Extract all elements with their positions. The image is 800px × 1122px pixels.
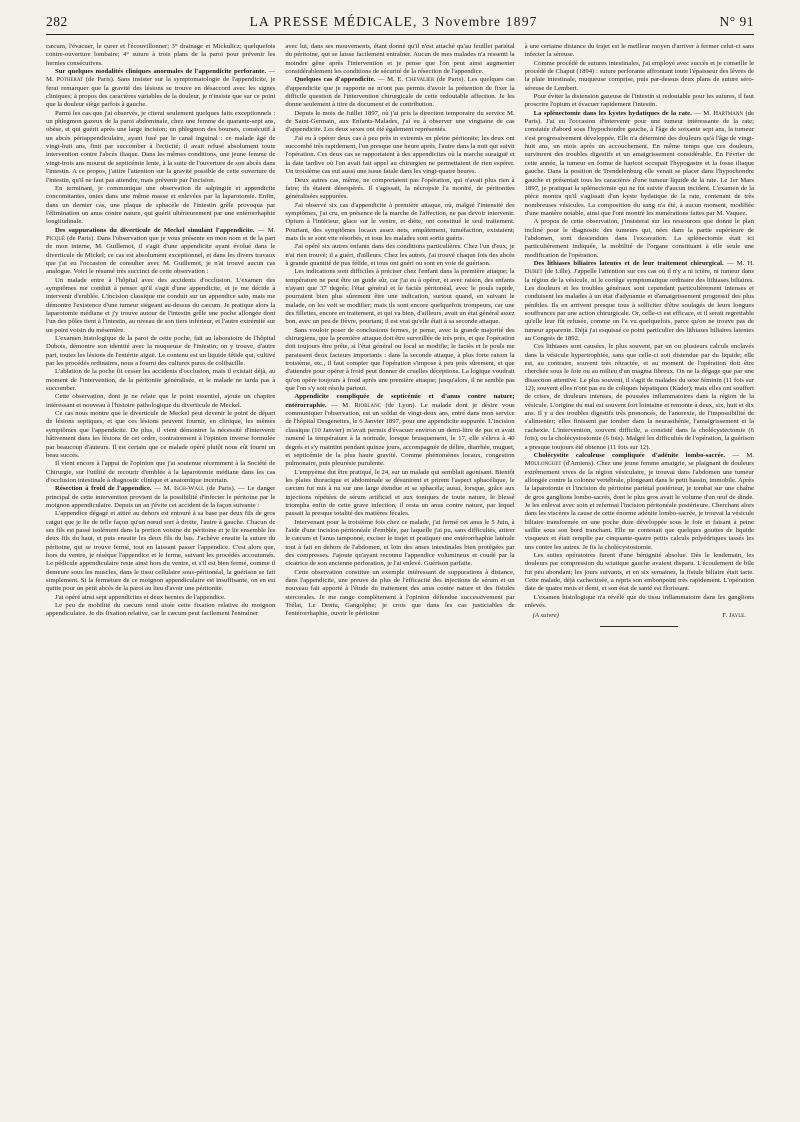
- to-be-continued: (A suivre): [532, 612, 559, 620]
- paragraph: J'ai observé six cas d'appendicite à première attaque, où, malgré l'intensité des symptômes, j'ai cru, en présence de la marche de l'affection, ne pas devoir intervenir. Opium à l'intérieur, glace sur le ventre, et diète, ont constitué le seul traitement. Pourtant, des symptômes locaux assez nets, empâtement, tuméfaction, existaient; mais ils se sont vite résorbés, et tous les malades sont sortis guéris.: [285, 201, 515, 242]
- section-paragraph: [525, 260, 754, 343]
- paragraph: A propos de cette observation, j'insisterai sur les ressources que donne le plan incliné pour le diagnostic des tumeurs qui, nées dans la partie supérieure de l'abdomen, sont descendues dans l'excavation. La splénectomie était ici particulièrement indiquée, la mobilité de l'organe constituant à elle seule une modification de l'opération.: [524, 218, 754, 259]
- paragraph: L'examen histologique n'a révélé que du tissu inflammatoire dans les ganglions enlevés.: [524, 593, 754, 610]
- section-title: La splénectomie dans les kystes hydatiques de la rate.: [533, 109, 692, 117]
- paragraph: Parmi les cas que j'ai observés, je citerai seulement quelques faits exceptionnels : un phlegmon gazeux de la paroi abdominale, chez une femme de quarante-sept ans, obèse, et qui guérit après une large incision; un phlegmon des bourses, consécutif à un abcès périappendiculaire, ayant fusé par le canal inguinal : ce malade âgé de vingt-huit ans, finit par succomber à l'ecticité; il avait refusé absolument toute intervention contre l'abcès iliaque. Dans les mêmes conditions, une jeune femme de vingt-trois ans mourut de septicémie lente, à la suite de l'ouverture de son abcès dans l'intestin. A ce propos, j'attire l'attention sur la gravité possible de cette ouverture de l'intestin, qu'il ne faut pas attendre, mais prévenir par l'incision.: [46, 109, 276, 184]
- section-author: — M. Rioblanc: [331, 401, 382, 409]
- header-rule: [46, 34, 754, 35]
- section-text: Dans l'observation que je vous présente en mon nom et de la part de mon interne, M. Guillemot, il s'agit d'une appendicite ayant évolué dans le diverticule de Mickel; ce cas est absolument exceptionnel, et dans les divers travaux que j'ai eu l'occasion de consulter avec M. Guillemot, je n'ai trouvé aucun cas analogue. Voici le résumé très succinct de cette observation :: [46, 234, 276, 276]
- paragraph: L'appendice dégagé et attiré au dehors est entouré à sa base par deux fils de gros catgut que je lie de telle façon qu'un nœud sort à droite, l'autre à gauche. Chacun de ses fils est passé isolément dans la portion voisine du péritoine et je lie ensemble les deux fils du haut, et puis ensuite les deux fils du bas. J'achève ensuite la suture du péritoine, qui se trouve fermé, tout en laissant passer l'appendice. C'est alors que, hors du ventre, je résèque l'appendice et le ferme, suivant les procédés accoutumés. Le pédicule appendiculaire reste ainsi hors du ventre, et s'il est bien fermé, comme il demeure sous les muscles, dans le tissu cellulaire sous-péritonéal, la guérison se fait simplement. Si la fermeture de ce moignon appendiculaire est insuffisante, on en est quitte pour un petit abcès de la paroi au lieu d'avoir une péritonite.: [46, 510, 276, 593]
- section-text: — Le danger principal de cette intervention provient de la possibilité d'infecter le péritoine par le moignon appendiculaire. Depuis un an j'évite cet accident de la façon suivante :: [46, 485, 276, 509]
- paragraph: Deux autres cas, même, ne comportaient pas l'opération, qui n'avait plus rien à faire; ils étaient désespérés. Il s'agissait, la nécropsie l'a montré, de péritonites généralisées suppurées.: [285, 176, 515, 201]
- paragraph: Cette observation, dont je ne relate que le point essentiel, ajoute un chapitre intéressant et nouveau à l'histoire pathologique du diverticule de Meckel.: [46, 393, 276, 409]
- section-author: — M. E. Chevalier: [377, 76, 435, 84]
- paragraph: J'ai opéré ainsi sept appendicites et deux hernies de l'appendice.: [55, 593, 226, 601]
- section-title: Des lithiases biliaires latentes et de leur traitement chirurgical.: [533, 259, 724, 267]
- paragraph: Sans vouloir poser de conclusions fermes, je pense, avec la grande majorité des chirurgiens, que la première attaque doit être surveillée de très près, et que l'opération doit toujours être prête, si l'état général ou local se modifie; le faciès et le pouls me paraissent deux facteurs importants : dans la seconde attaque, à plus forte raison la troisième, etc., il faut compter que l'opération s'impose à peu près sûrement, et que d'attendre pour opérer à froid peut donner de cruelles déceptions. La logique voudrait qu'on opère toujours à froid après une première attaque; jusqu'alors, il ne semble pas que l'on s'y soit résolu partout.: [285, 326, 515, 393]
- paragraph: L'ablation de la poche fit cesser les accidents d'occlusion, mais il existait déjà, au moment de l'intervention, de la péritonite généralisée, et le malade ne tarda pas à succomber.: [46, 368, 276, 393]
- section-paragraph: [285, 393, 514, 468]
- section-title: Sur quelques modalités cliniques anormales de l'appendicite perforante.: [55, 68, 267, 76]
- paragraph: cæcum, l'évacuer, le curer et l'écouvillonner; 3° drainage et Mickulicz; quelquefois contre-ouverture lombaire; 4° suture à trois plans de la paroi pour prévenir les hernies consécutives.: [46, 43, 276, 67]
- journal-title: LA PRESSE MÉDICALE, 3 Novembre 1897: [249, 14, 538, 29]
- paragraph: Ce cas nous montre que le diverticule de Meckel peut devenir le point de départ de lésions septiques, et que ces lésions peuvent fournir, en clinique, les mêmes symptômes que l'appendicite. De plus, il vient démontrer la nécessité d'intervenir hâtivement dans les lésions de cet ordre, contrairement à l'opinion inverse formulée par beaucoup d'auteurs. Il est certain que ce malade opéré plutôt nous eût fourni un beau succès.: [46, 410, 276, 459]
- section-paragraph: [525, 110, 754, 218]
- paragraph: Comme procédé de sutures intestinales, j'ai employé avec succès et je conseille le procédé de Chaput (1894) : suture perforante affrontant toute l'épaisseur des lèvres de la plaie intestinale, muqueuse comprise, puis par-dessus deux plans de suture séro-séreuse de Lembert.: [524, 59, 754, 92]
- section-paragraph: [46, 68, 275, 110]
- paragraph: L'empyème dut être pratiqué, le 24, sur un malade qui semblait agonisant. Bientôt les plaies thoracique et abdominale se désunirent et prirent l'aspect sphacélique, le cæcum fut mis à nu sur une large étendue et se sphacéla; aussi, lorsque, grâce aux injections répétées de sérum artificiel et aux toniques de toute nature, le blessé triompha enfin de cette grave infection, il resta un anus contre nature, par lequel passait la presque totalité des matières fécales.: [285, 468, 515, 518]
- section-place: (d'Amiens).: [563, 460, 595, 468]
- paragraph: à une certaine distance du trajet est le meilleur moyen d'arriver à fermer celui-ci sans infecter la séreuse.: [524, 43, 754, 59]
- section-title: Quelques cas d'appendicite.: [294, 76, 376, 84]
- text-columns: [46, 43, 754, 1095]
- author-signature: F. Jayle.: [722, 612, 746, 620]
- paragraph: L'examen histologique de la paroi de cette poche, fait au laboratoire de l'hôpital Dubois, démontre son identité avec la muqueuse de l'intestin; on y trouve, d'autre part, toutes les lésions de l'entérite aiguë. Le contenu est un liquide fétide qui, cultivé par les procédés ordinaires, nous a fourni des cultures pures de colibacille.: [46, 335, 276, 368]
- section-text: J'ai eu l'occasion d'intervenir pour une tumeur intéressante de la rate; constatée d'abord sous l'hypochondre gauche, à l'âge de soixante sept ans, la tumeur s'est progressivement développée. Elle n'a déterminé des douleurs qu'à l'âge de vingt-huit ans, un mois après un accouchement. En même temps que ces douleurs, survinrent des troubles digestifs et un amaigrissement considérable. En Février de cette année, la tumeur en forme de haricot occupait l'hypogastre et la fosse iliaque gauche. Dans la position de Trendelenburg elle venait se placer dans l'hypochondre gauche et présentait tous les caractères d'une tumeur liquide de la rate. Le 1er Mars 1897, je pratiquai la splénectomie qui ne fut suivie d'aucun incident. L'examen de la pièce montra qu'il s'agissait d'un kyste hydatique de la rate, contenant de très nombreuses vésicules. La composition du sang n'a été, à aucun moment, modifiée d'une manière notable, ainsi que l'ont montré les numérations faites par M. Vaquez.: [524, 118, 754, 217]
- section-author: — M. H. Duret: [524, 259, 754, 276]
- paragraph: En terminant, je communique une observation de salpingite et appendicite concomitantes, unies dans une même masse et enlevées par la laparotomie. Enfin, dans un dernier cas, une plaque de sphacèle de l'intestin grêle provoqua par l'élimination un anus contre nature, qui guérit ultérieurement par une entérorrhaphie longitudinale.: [46, 184, 276, 226]
- paragraph: J'ai opéré six autres enfants dans des conditions particulières. Chez l'un d'eux, je n'ai rien trouvé; il a guéri, d'ailleurs. Chez les autres, j'ai trouvé chaque fois des abcès à grande quantité de pus fétide, et tous ont guéri ou sont en voie de guérison.: [285, 243, 515, 267]
- paragraph: J'ai eu à opérer deux cas à peu près in extremis en pleine péritonite; les deux ont succombé très rapidement, l'un presque une heure après, l'autre dans la nuit qui suivit l'opération. Ces deux cas se rapportaient à des appendicites où la marche suraiguë et la date tardive où l'on avait fait appel au chirurgien ne permettaient de rien espérer. Un troisième cas eut aussi une issue fatale dans les vingt-quatre heures.: [285, 134, 515, 176]
- section-paragraph: [285, 76, 514, 109]
- page-number: 282: [46, 14, 68, 29]
- paragraph: Il vient encore à l'appui de l'opinion que j'ai soutenue récemment à la Société de Chirurgie, sur l'utilité de recourir d'emblée à la laparotomie médiane dans les cas d'occlusion intestinale à diagnostic clinique et anatomique incertain.: [46, 460, 276, 484]
- section-title: Résection à froid de l'appendice.: [55, 485, 152, 493]
- section-author: — M. Picqué: [46, 226, 276, 242]
- section-title: Appendicite compliquée de septicémie et d'anus contre nature; entérorraphie.: [285, 393, 515, 409]
- paragraph: Intervenant pour la troisième fois chez ce malade, j'ai fermé cet anus le 5 Juin, à l'aide d'une incision péritonéale d'emblée, par laquelle j'ai pu, sans difficultés, attirer le cæcum et l'anus tamponné, exciser le trajet et pratiquer une entérorrhaphie latérale tout à fait en dehors de l'abdomen, et loin des anses intestinales bien protégées par des compresses. J'ajoute qu'ayant reconnu l'appendice volumineux et coudé par la cicatrice de son ancienne perforation, je l'ai enlevé. Guérison parfaite.: [285, 518, 515, 568]
- section-text: Chez une jeune femme amaigrie, se plaignant de douleurs extrêmement vives de la région vésiculaire, je trouvai dans l'abdomen une tumeur allongée contre la colonne vertébrale, plongeant dans le petit bassin, immobile. Après la laparotomie et l'incision du péritoine pariétal postérieur, je tombai sur une chaîne de gros ganglions lombo-sacrés, dont le plus gros avait le volume d'un œuf de dinde. Je les enlevai avec soin et refermai l'incision péritonéale postérieure. Cherchant alors dans les viscères la cause de cette énorme adénite lombo-sacrée, je trouvai la vésicule biliaire transformée en une poche dure développée sous le foie et faisant à peine saillie sous son bord tranchant. Elle ne contenait que quelques gouttes de liquide visqueux et était remplie par cinquante-quatre petits calculs polyédriques tassés les uns contre les autres. Je fis la cholécystostomie.: [524, 460, 754, 551]
- section-place: (de Paris).: [206, 485, 236, 493]
- section-text: Le malade dont je désire vous communiquer l'observation, est un soldat de vingt-deux ans, entré dans mon service de l'hôpital Desgenettes, le 6 Janvier 1897, pour une appendicite suppurée. L'incision classique (10 Janvier) m'avait permis d'évacuer environ un demi-litre de pus et avait ramené la température à la normale, lorsque brusquement, le 17, elle s'éleva à 40 degrés et s'y maintint pendant quinze jours, accompagnée de délire, diarrhée, muguet, et septicémie de la plus haute gravité. Comme phénomènes locaux, congestion pulmonaire, puis pleurésie purulente.: [285, 401, 515, 468]
- running-head: [46, 14, 754, 32]
- section-author: — M. Isch-Wall: [154, 485, 205, 493]
- paragraph: Pour éviter la distension gazeuse de l'intestin si redoutable pour les sutures, il faut proscrire l'opium et évacuer rapidement l'intestin.: [524, 93, 754, 109]
- section-place: (de Paris).: [85, 76, 115, 84]
- column-left: [46, 43, 275, 1095]
- paragraph: Cette observation constitue un exemple intéressant de suppurations à distance, dans l'appendicite, une preuve de plus de l'efficacité des injections de sérum et un nouveau fait apporté à l'étude du traitement des anus contre nature et des fistules stercorales. Je me range complètement à l'opinion défendue successivement par Trélat, Le Dentu, Gangolphe; je crois que dans les cas justiciables de l'entérorrhaphie, ouvrir le péritoine: [285, 568, 515, 618]
- paragraph: Le peu de mobilité du cæcum rend aisée cette fixation relative du moignon appendiculaire. Je dis fixation relative, car le cæcum peut facilement l'entraîner: [46, 602, 276, 618]
- paragraph: Depuis le mois de Juillet 1897, où j'ai pris la direction temporaire du service M. de Saint-Germain, aux Enfants-Malades, j'ai eu à observer une vingtaine de cas d'appendicite. Les deux sexes ont été également représentés.: [285, 109, 515, 134]
- paragraph: Ces lithiases sont causées, le plus souvent, par un ou plusieurs calculs enclavés dans la vésicule hypertrophiée, sans que celle-ci soit distendue par du liquide; elle est, au contraire, souvent très rétractée, et au moment de l'opération doit être cherchée sous le foie ou au milieu d'un magma fibreux. On ne la dégage que par une dissection attentive. Le plus souvent, il s'agit de malades du sexe féminin (11 fois sur 12); souvent elles n'ont pas eu de coliques hépatiques (Kader); mais elles ont souffert de crises, de douleurs intenses, de poussées inflammatoires dans la région de la vésicule. L'origine du mal est souvent fort lointaine et remonte à deux, six, huit et dix ans. Il y a des troubles digestifs très prononcés, de l'anorexie, de l'impossibilité de s'alimenter; elles finissent par tomber dans la neurasthénie, l'amaigrissement et la cachexie. L'intervention, souvent difficile, a consisté dans la cholécystectomie (6 fois), ou la cholécystostomie (6 fois). Malgré les difficultés de l'opération, la guérison a presque toujours été obtenue (11 fois sur 12).: [524, 343, 754, 451]
- section-place: (de Lyon).: [385, 401, 417, 409]
- column-middle: [285, 43, 514, 1095]
- section-title: Cholécystite calculeuse compliquée d'adénite lombo-sacrée.: [533, 451, 726, 459]
- section-place: (de Paris).: [524, 109, 754, 126]
- section-paragraph: [46, 227, 275, 277]
- section-author: — M. Potherat: [46, 68, 276, 84]
- section-title: Des suppurations du diverticule de Meckel simulant l'appendicite.: [55, 226, 255, 234]
- section-text: Les quelques cas d'appendicite que je rapporte ne m'ont pas permis d'avoir la prétention de fixer la difficile question de l'intervention chirurgicale de cette redoutable affection. Je les donne seulement à titre de document et de contribution.: [285, 76, 515, 109]
- paragraph: Un malade entre à l'hôpital avec des accidents d'occlusion. L'examen des symptômes me conduit à penser qu'il s'agit d'une appendicite, et je me décide à intervenir d'emblée. L'incision classique me conduit sur un appendice sain, mais me démontre l'existence d'une tumeur siégeant au-dessus du cæcum. Je pratique alors la laparotomie médiane et j'y trouve autour de l'intestin grêle une poche allongée dont l'un des pôles tient à l'intestin, au niveau de son tiers inférieur, et l'autre extrémité sur un point voisin du mésentère.: [46, 276, 276, 334]
- column-right: [525, 43, 754, 1095]
- section-place: (de Paris).: [67, 234, 95, 242]
- paragraph: avec lui, dans ses mouvements, étant donné qu'il n'est attaché qu'au feuillet pariétal du péritoine, qui se laisse facilement entraîner. Aucun de mes malades n'a ressenti la moindre gêne après l'intervention et je pense que l'on peut ainsi augmenter considérablement les conditions de sécurité de la résection de l'appendice.: [285, 43, 515, 76]
- section-place: (de Paris).: [436, 76, 466, 84]
- section-paragraph: [46, 485, 275, 510]
- issue-number: N° 91: [719, 14, 754, 29]
- section-paragraph: [525, 452, 754, 552]
- section-text: J'appelle l'attention sur ces cas où il n'y a ni ictère, ni tumeur dans la région de la vésicule, ni le cortège symptomatique ordinaire des lithiases biliaires. Les douleurs et les troubles généraux sont cependant particulièrement intenses et conduisent les malades à un état d'adynamie et d'amaigrissement progressif des plus pénibles. Ils en arrivent presque tous à solliciter d'être soulagés de leurs longues souffrances par une action chirurgicale. Or, celle-ci est efficace, et il serait regrettable qu'elle leur fût refusée, comme on l'a vu quelquefois, parce qu'on ne trouve pas de tumeur apparente. Déjà j'ai esquissé ce point particulier des lithiases biliaires latentes au Congrès de 1892.: [524, 268, 754, 343]
- paragraph: Les indications sont difficiles à préciser chez l'enfant dans la première attaque; la température ne peut être un guide sûr, car j'ai eu à opérer, et avec raison, des enfants n'ayant que 37 degrés; l'état général et le faciès péritonéal, avec le pouls rapide, pourraient bien plus sûrement être une indication, surtout quand, en suivant le malade, on les voit se modifier; mais ils sont encore quelquefois trompeurs, car une des fillettes, encore en traitement, et qui va bien, d'ailleurs, avait un état général assez bon, avec un peu de fièvre, pourtant; il est vrai qu'elle était à sa seconde attaque.: [285, 268, 515, 326]
- signature-line: [525, 612, 754, 620]
- end-rule: [600, 626, 678, 627]
- section-place: (de Lille).: [544, 268, 572, 276]
- section-author: — M. Hartmann: [694, 109, 744, 117]
- section-author: — M. Moulonguet: [524, 451, 754, 468]
- paragraph: Les suites opératoires furent d'une bénignité absolue. Dès le lendemain, les douleurs par compression du sciatique gauche avaient disparu. L'écoulement de bile fut peu abondant; les jours suivants, et en six semaines, la fistule biliaire était tarie. Cette malade, déjà cachectisée, a repris son embonpoint très rapidement. L'opération date de quatre mois et demi, et son état de santé est florissant.: [524, 551, 754, 593]
- section-text: Sans insister sur la symptomatologie de l'appendicite, je ferai remarquer que la gravité des lésions se trouve en désaccord avec les signes cliniques; à propos des caractères variables de la douleur, je n'insiste que sur ce point que la douleur siège parfois à gauche.: [46, 76, 276, 109]
